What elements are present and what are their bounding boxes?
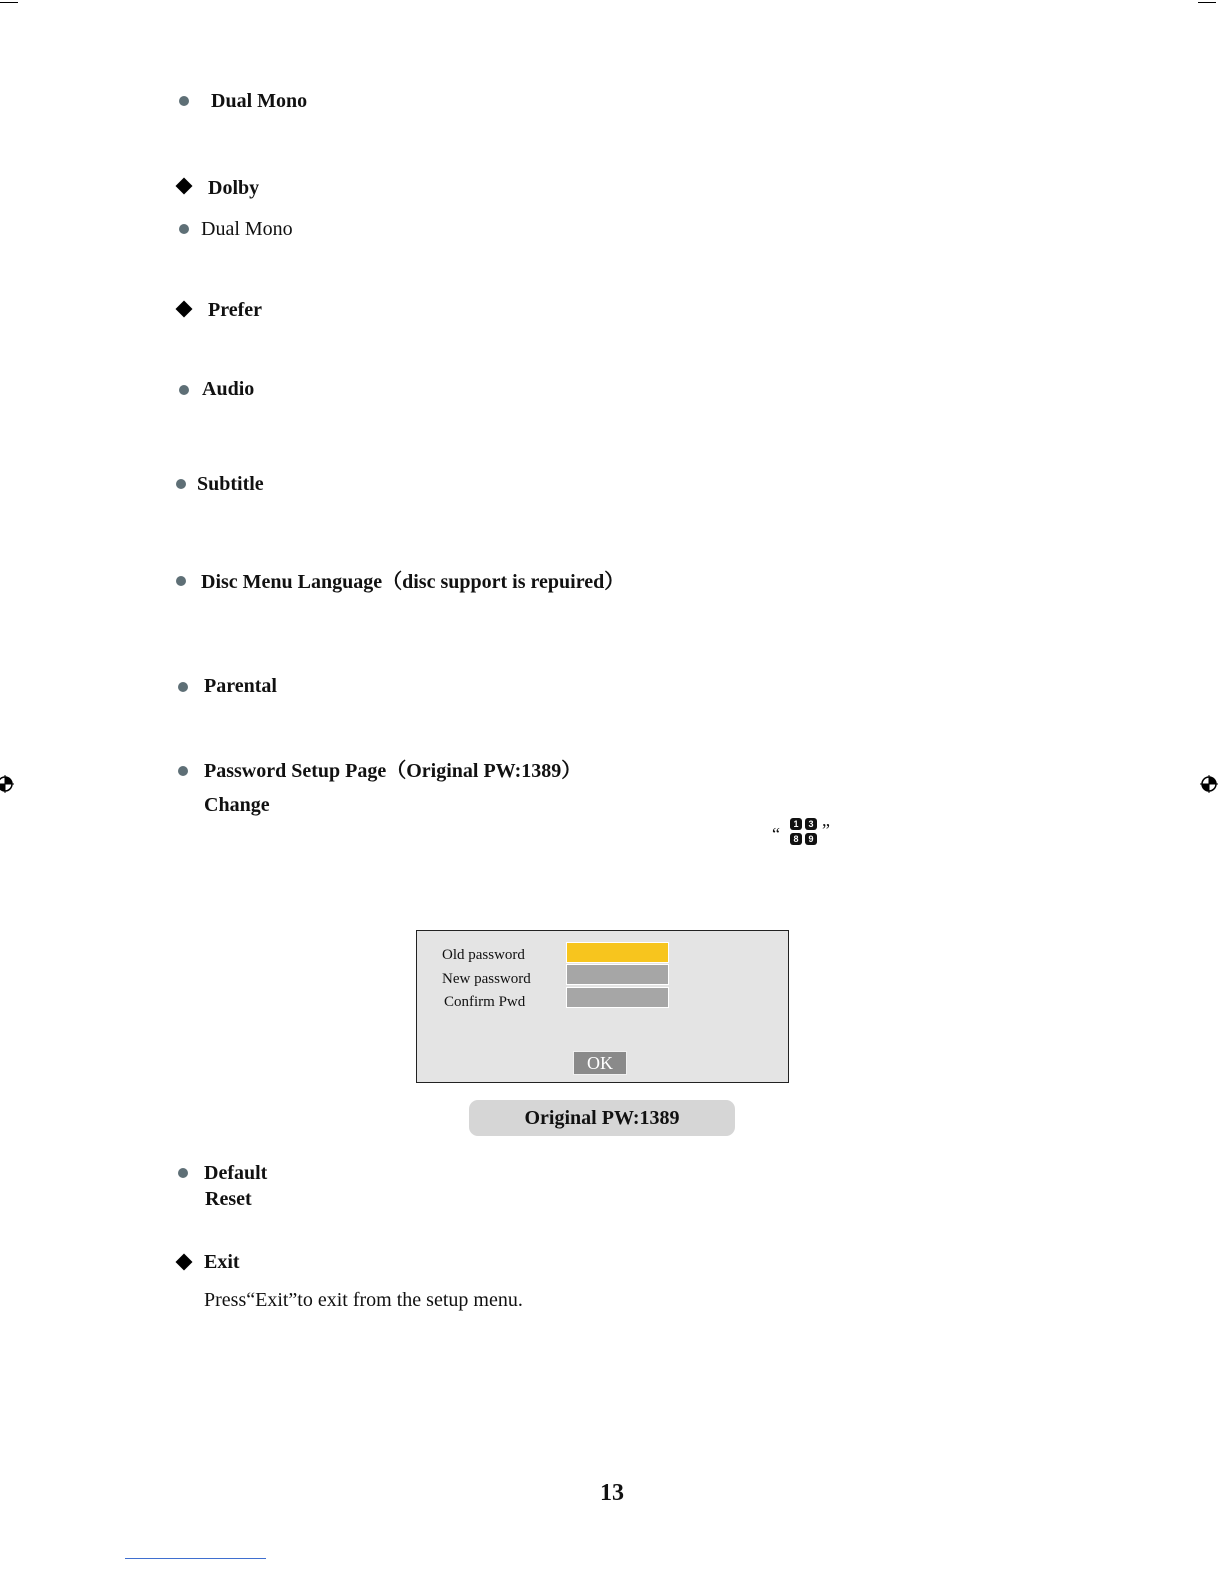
heading-password-setup: Password Setup Page（Original PW:1389） bbox=[204, 760, 582, 782]
old-password-field[interactable] bbox=[566, 942, 669, 963]
bullet-icon bbox=[179, 385, 189, 395]
item-dual-mono: Dual Mono bbox=[201, 218, 293, 240]
bullet-icon bbox=[179, 96, 189, 106]
bullet-icon bbox=[176, 479, 186, 489]
new-password-field[interactable] bbox=[566, 964, 669, 985]
bullet-icon bbox=[176, 576, 186, 586]
crop-mark-top-left bbox=[0, 2, 18, 3]
bullet-icon bbox=[178, 766, 188, 776]
heading-subtitle: Subtitle bbox=[197, 473, 264, 495]
number-key-icon: 1 bbox=[790, 818, 802, 830]
confirm-pwd-label: Confirm Pwd bbox=[444, 994, 526, 1010]
diamond-bullet-icon bbox=[176, 1254, 193, 1271]
heading-change: Change bbox=[204, 794, 270, 816]
original-pw-caption: Original PW:1389 bbox=[469, 1100, 735, 1136]
exit-instruction: Press“Exit”to exit from the setup menu. bbox=[204, 1289, 523, 1311]
crop-mark-top-right bbox=[1198, 2, 1216, 3]
heading-parental: Parental bbox=[204, 675, 277, 697]
diamond-bullet-icon bbox=[176, 178, 193, 195]
number-key-icon: 9 bbox=[805, 833, 817, 845]
diamond-bullet-icon bbox=[176, 301, 193, 318]
page-number: 13 bbox=[600, 1480, 624, 1506]
registration-mark-right-icon bbox=[1200, 775, 1218, 793]
old-password-label: Old password bbox=[442, 947, 525, 963]
number-key-icon: 3 bbox=[805, 818, 817, 830]
footer-rule bbox=[125, 1558, 266, 1559]
new-password-label: New password bbox=[442, 971, 531, 987]
heading-dolby: Dolby bbox=[208, 177, 260, 199]
keypad-close-quote: ” bbox=[822, 820, 830, 840]
bullet-icon bbox=[178, 1168, 188, 1178]
keypad-open-quote: “ bbox=[772, 824, 780, 844]
confirm-pwd-field[interactable] bbox=[566, 987, 669, 1008]
bullet-icon bbox=[178, 682, 188, 692]
heading-audio: Audio bbox=[202, 378, 255, 400]
bullet-icon bbox=[179, 224, 189, 234]
heading-exit: Exit bbox=[204, 1251, 240, 1273]
heading-reset: Reset bbox=[205, 1188, 252, 1210]
registration-mark-left-icon bbox=[0, 775, 14, 793]
heading-disc-menu-language: Disc Menu Language（disc support is repuired） bbox=[201, 571, 625, 593]
number-key-icon: 8 bbox=[790, 833, 802, 845]
heading-dual-mono: Dual Mono bbox=[211, 90, 308, 112]
ok-button[interactable]: OK bbox=[573, 1051, 627, 1075]
heading-default: Default bbox=[204, 1162, 268, 1184]
heading-prefer: Prefer bbox=[208, 299, 263, 321]
password-dialog bbox=[416, 930, 789, 1083]
